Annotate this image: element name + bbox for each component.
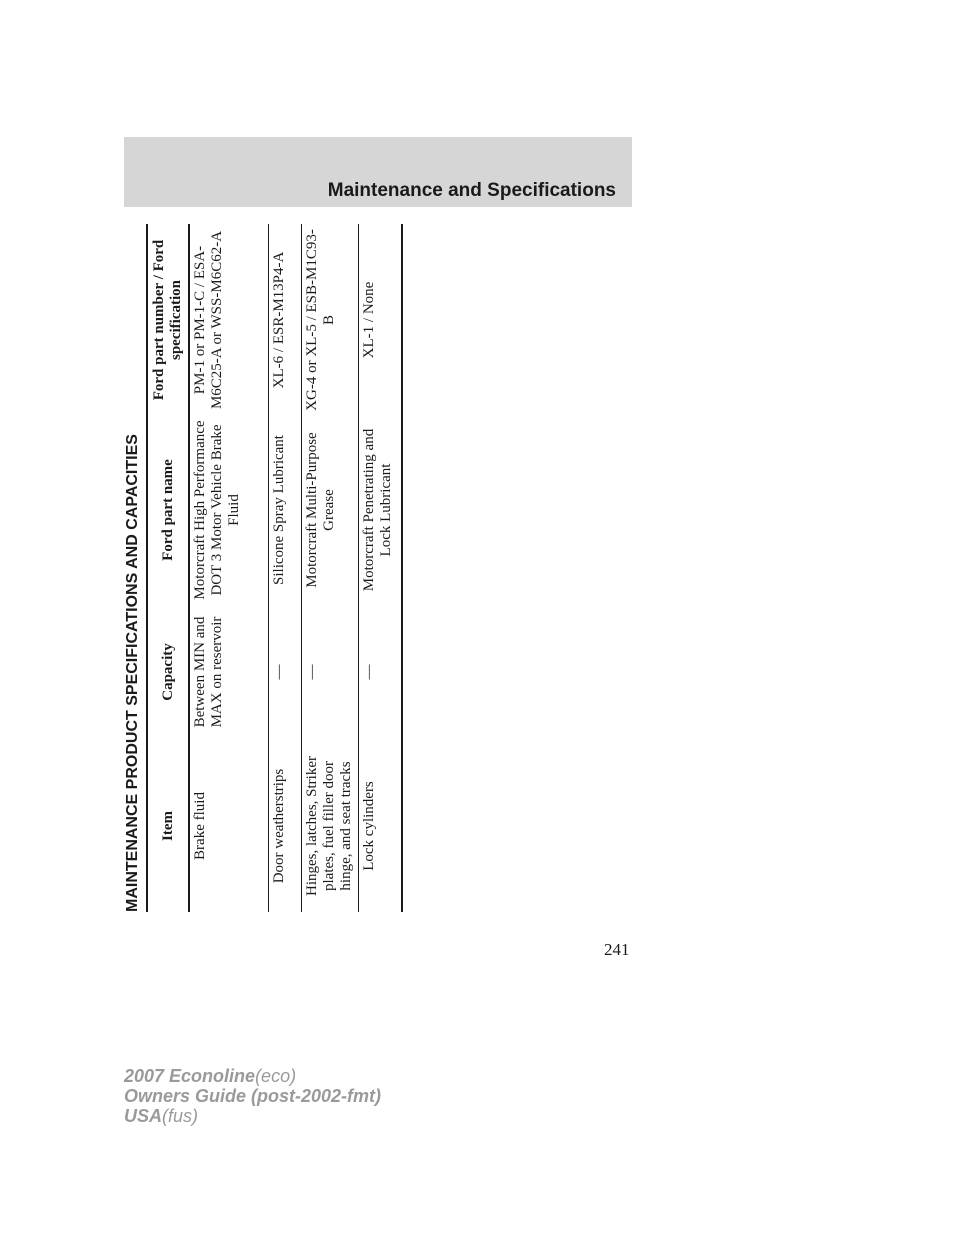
cell-part-number: XL-6 / ESR-M13P4-A <box>269 224 302 416</box>
cell-part-number: XG-4 or XL-5 / ESB-M1C93-B <box>302 224 359 416</box>
footer-guide: Owners Guide (post-2002-fmt) <box>124 1086 382 1106</box>
cell-capacity: — <box>269 604 302 740</box>
cell-part-name: Motorcraft Penetrating and Lock Lubricant <box>359 416 403 604</box>
cell-part-number: XL-1 / None <box>359 224 403 416</box>
footer-line-1 <box>124 1066 381 1086</box>
cell-item: Door weatherstrips <box>269 740 302 912</box>
cell-part-number: PM-1 or PM-1-C / ESA-M6C25-A or WSS-M6C62-A <box>189 224 269 416</box>
rotated-table-block <box>120 222 410 912</box>
column-header-item: Item <box>147 740 189 912</box>
cell-part-name: Motorcraft High Performance DOT 3 Motor Vehicle Brake Fluid <box>189 416 269 604</box>
footer-line-2 <box>124 1086 381 1106</box>
table-row <box>189 224 269 912</box>
spec-table <box>146 224 403 912</box>
footer-model: 2007 Econoline <box>124 1066 256 1086</box>
footer-line-3 <box>124 1106 381 1126</box>
cell-capacity: — <box>302 604 359 740</box>
cell-capacity: Between MIN and MAX on reservoir <box>189 604 269 740</box>
page-number: 241 <box>604 940 630 959</box>
table-row <box>359 224 403 912</box>
table-header-row <box>147 224 189 912</box>
cell-item: Brake fluid <box>189 740 269 912</box>
footer-region: USA <box>124 1106 163 1126</box>
cell-part-name: Silicone Spray Lubricant <box>269 416 302 604</box>
table-row <box>302 224 359 912</box>
footer-model-code: (eco) <box>255 1066 297 1086</box>
column-header-part-number: Ford part number / Ford specification <box>147 224 189 416</box>
footer-region-code: (fus) <box>162 1106 199 1126</box>
column-header-part-name: Ford part name <box>147 416 189 604</box>
cell-part-name: Motorcraft Multi-Purpose Grease <box>302 416 359 604</box>
column-header-capacity: Capacity <box>147 604 189 740</box>
table-row <box>269 224 302 912</box>
footer <box>124 1066 381 1126</box>
section-title: Maintenance and Specifications <box>327 180 616 201</box>
cell-item: Lock cylinders <box>359 740 403 912</box>
cell-item: Hinges, latches, Striker plates, fuel filler door hinge, and seat tracks <box>302 740 359 912</box>
table-title: MAINTENANCE PRODUCT SPECIFICATIONS AND CAPACITIES <box>124 434 141 912</box>
cell-capacity: — <box>359 604 403 740</box>
